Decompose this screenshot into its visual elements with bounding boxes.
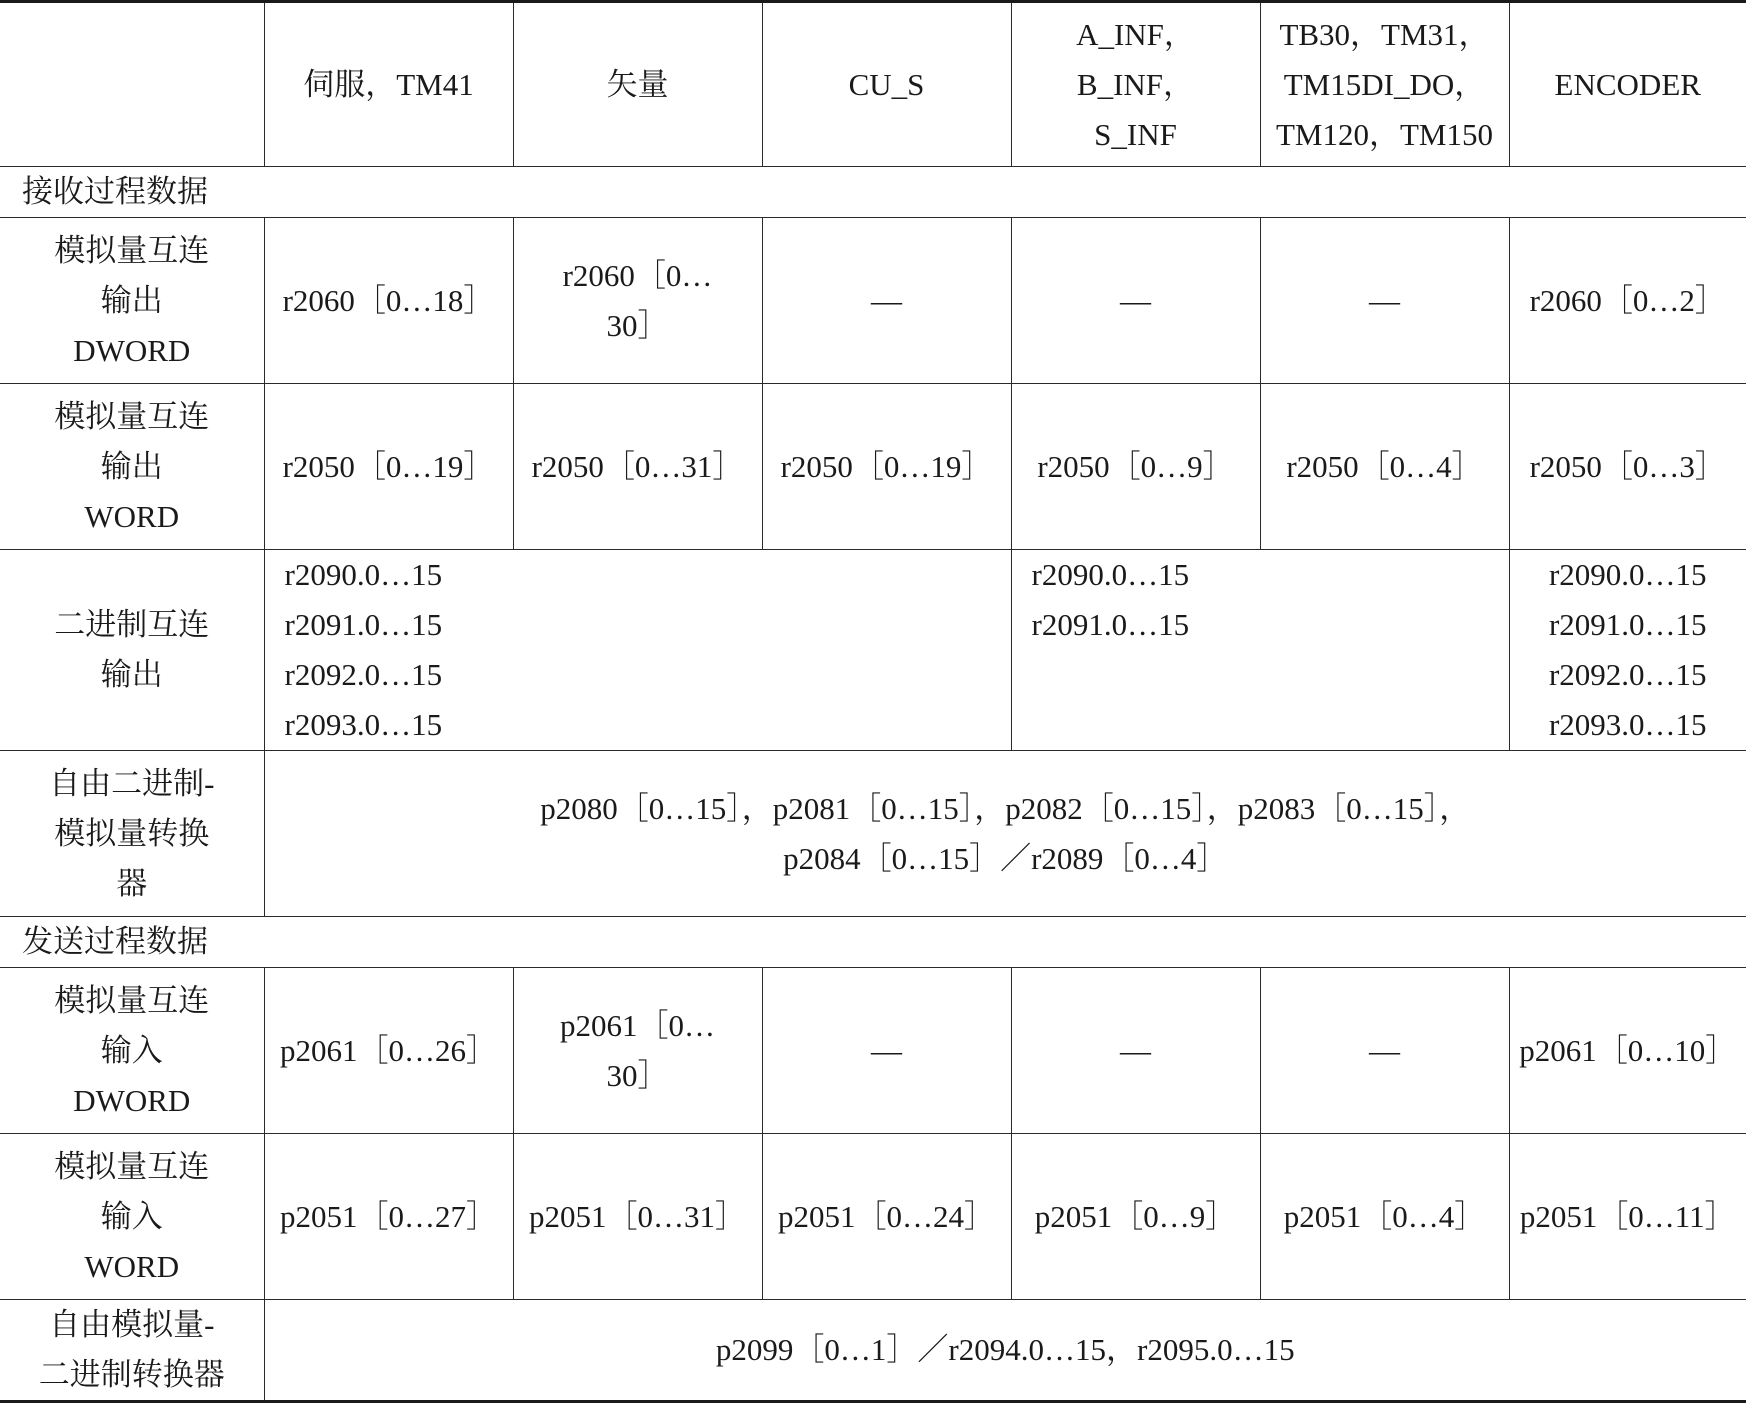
row-send-word xyxy=(0,1134,1746,1300)
cell-line: r2090.0…15 xyxy=(284,557,443,592)
header-vector: 矢量 xyxy=(513,2,762,167)
cell-tb-tm: — xyxy=(1260,218,1509,384)
cell-line: 30］ xyxy=(606,1057,669,1093)
row-label xyxy=(0,384,264,550)
row-label-line: DWORD xyxy=(73,1082,191,1118)
header-tb-line: TM15DI_DO， xyxy=(1283,66,1486,102)
cell-line: r2090.0…15 xyxy=(1031,557,1190,592)
row-label-line: 自由模拟量- xyxy=(49,1307,215,1342)
cell-line: p2061［0… xyxy=(560,1007,715,1043)
section-row-send xyxy=(0,917,1746,968)
cell-cu-s: — xyxy=(762,218,1011,384)
header-encoder: ENCODER xyxy=(1509,2,1746,167)
row-label-line: 自由二进制- xyxy=(49,765,215,801)
cell-tb-tm: p2051［0…4］ xyxy=(1260,1134,1509,1300)
row-send-dword xyxy=(0,968,1746,1134)
cell-vector xyxy=(513,968,762,1134)
row-label xyxy=(0,1134,264,1300)
row-label-line: 模拟量互连 xyxy=(54,1148,210,1184)
cell-vector: r2050［0…31］ xyxy=(513,384,762,550)
cell-inf: r2050［0…9］ xyxy=(1011,384,1260,550)
cell-cu-s: p2051［0…24］ xyxy=(762,1134,1011,1300)
cell-free-converter-value xyxy=(264,751,1746,917)
cell-cu-s: — xyxy=(762,968,1011,1134)
cell-vector: p2051［0…31］ xyxy=(513,1134,762,1300)
row-send-free-converter xyxy=(0,1300,1746,1402)
cell-line: p2084［0…15］／r2089［0…4］ xyxy=(783,840,1228,876)
cell-inf: — xyxy=(1011,218,1260,384)
cell-servo: r2050［0…19］ xyxy=(264,384,513,550)
cell-encoder: r2060［0…2］ xyxy=(1509,218,1746,384)
row-label-line: 模拟量互连 xyxy=(54,398,210,434)
row-label-line: 模拟量转换 xyxy=(54,815,210,851)
cell-inf: p2051［0…9］ xyxy=(1011,1134,1260,1300)
row-label xyxy=(0,218,264,384)
cell-line: r2092.0…15 xyxy=(284,657,443,692)
cell-encoder: r2050［0…3］ xyxy=(1509,384,1746,550)
cell-line: 30］ xyxy=(606,307,669,343)
row-receive-binary xyxy=(0,550,1746,751)
header-tb-line: TM120，TM150 xyxy=(1276,116,1493,152)
header-servo: 伺服，TM41 xyxy=(264,2,513,167)
cell-encoder: p2051［0…11］ xyxy=(1509,1134,1746,1300)
header-inf-line: A_INF， xyxy=(1076,16,1195,52)
row-label-line: 输入 xyxy=(100,1032,163,1068)
row-label xyxy=(0,550,264,751)
row-label-line: 器 xyxy=(116,865,148,901)
header-tb-tm xyxy=(1260,2,1509,167)
row-label xyxy=(0,968,264,1134)
row-label-line: 输出 xyxy=(100,448,163,484)
row-label-line: 二进制互连 xyxy=(54,607,210,642)
header-inf xyxy=(1011,2,1260,167)
row-label-line: WORD xyxy=(84,498,180,534)
cell-encoder: p2061［0…10］ xyxy=(1509,968,1746,1134)
cell-servo: r2060［0…18］ xyxy=(264,218,513,384)
row-label xyxy=(0,1300,264,1402)
row-label-line: DWORD xyxy=(73,332,191,368)
row-label-line: 输出 xyxy=(100,282,163,318)
header-empty-cell xyxy=(0,2,264,167)
header-inf-line: S_INF xyxy=(1094,116,1177,152)
cell-servo: p2051［0…27］ xyxy=(264,1134,513,1300)
section-title-receive: 接收过程数据 xyxy=(0,167,1746,218)
header-tb-line: TB30，TM31， xyxy=(1279,16,1490,52)
cell-cu-s: r2050［0…19］ xyxy=(762,384,1011,550)
cell-line: r2091.0…15 xyxy=(1031,607,1190,642)
cell-line: r2060［0… xyxy=(562,257,713,293)
header-row xyxy=(0,2,1746,167)
section-title-send: 发送过程数据 xyxy=(0,917,1746,968)
cell-line: r2093.0…15 xyxy=(1548,707,1707,742)
cell-encoder-binary xyxy=(1509,550,1746,751)
cell-line: p2080［0…15］，p2081［0…15］，p2082［0…15］，p2083［0…15］， xyxy=(540,790,1471,826)
cell-servo-vector-cus-binary xyxy=(264,550,1011,751)
cell-inf: — xyxy=(1011,968,1260,1134)
row-receive-dword xyxy=(0,218,1746,384)
cell-tb-tm: r2050［0…4］ xyxy=(1260,384,1509,550)
cell-vector xyxy=(513,218,762,384)
row-receive-free-converter xyxy=(0,751,1746,917)
cell-line: r2091.0…15 xyxy=(1548,607,1707,642)
row-label-line: 输出 xyxy=(100,657,163,692)
cell-servo: p2061［0…26］ xyxy=(264,968,513,1134)
row-label-line: 二进制转换器 xyxy=(38,1357,225,1392)
cell-line: r2091.0…15 xyxy=(284,607,443,642)
row-receive-word xyxy=(0,384,1746,550)
cell-line: r2093.0…15 xyxy=(284,707,443,742)
cell-tb-tm: — xyxy=(1260,968,1509,1134)
section-row-receive xyxy=(0,167,1746,218)
row-label-line: 模拟量互连 xyxy=(54,232,210,268)
header-cu-s: CU_S xyxy=(762,2,1011,167)
cell-inf-tb-binary xyxy=(1011,550,1509,751)
cell-line: r2090.0…15 xyxy=(1548,557,1707,592)
cell-free-converter-value: p2099［0…1］／r2094.0…15，r2095.0…15 xyxy=(264,1300,1746,1402)
row-label-line: WORD xyxy=(84,1248,180,1284)
row-label xyxy=(0,751,264,917)
row-label-line: 输入 xyxy=(100,1198,163,1234)
header-inf-line: B_INF， xyxy=(1076,66,1195,102)
cell-line: r2092.0…15 xyxy=(1548,657,1707,692)
row-label-line: 模拟量互连 xyxy=(54,982,210,1018)
